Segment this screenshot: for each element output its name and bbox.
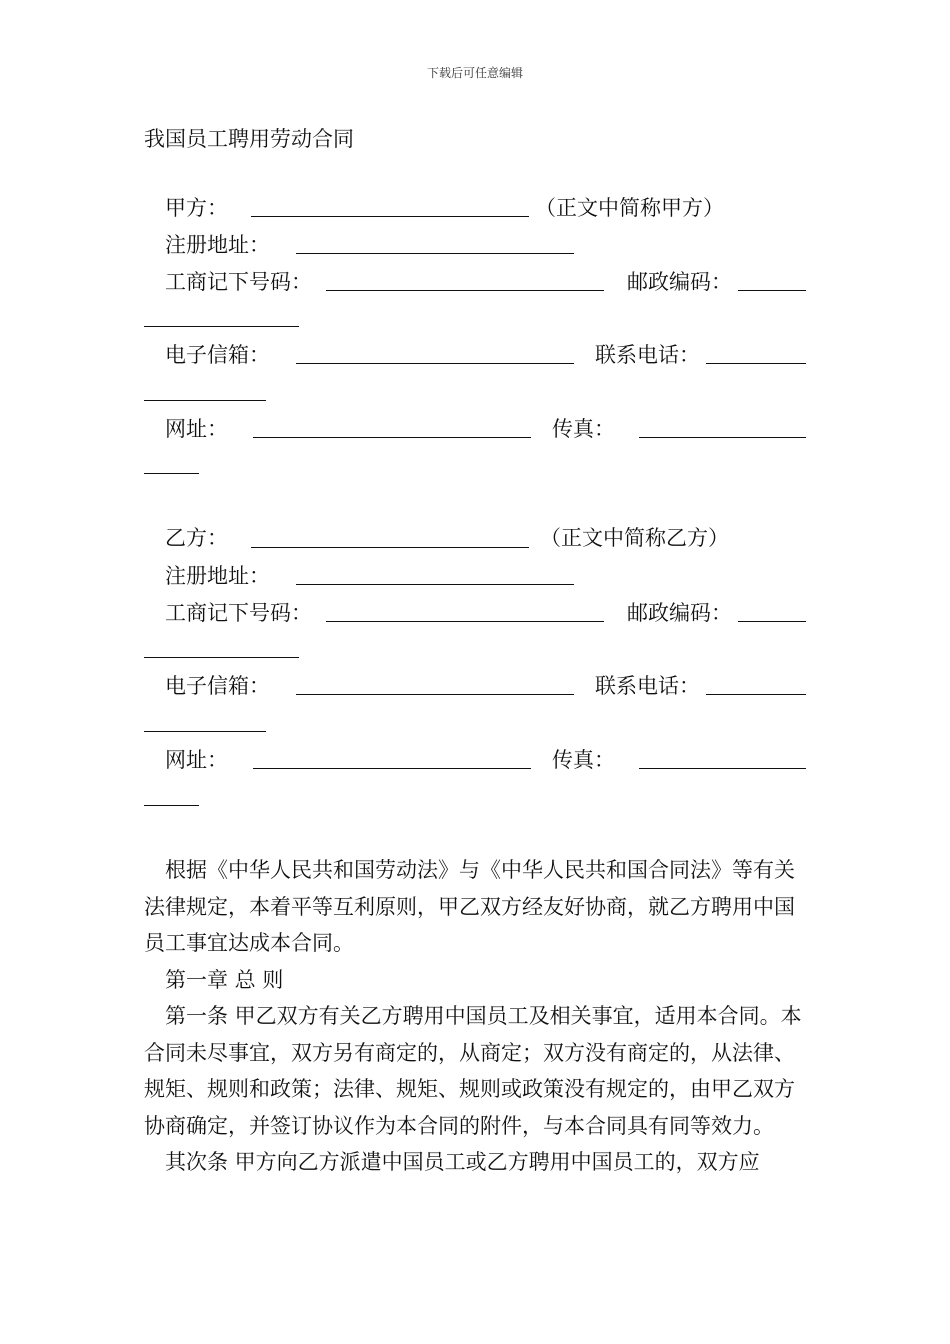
party-b-email-label: 电子信箱：	[165, 674, 270, 698]
party-b-phone-field[interactable]	[706, 694, 806, 695]
party-a-postal-field-cont[interactable]	[144, 326, 299, 327]
party-a-fax-field[interactable]	[639, 437, 806, 438]
party-a-reg-field[interactable]	[326, 290, 604, 291]
party-a-postal-label: 邮政编码：	[627, 270, 732, 294]
party-b-name-field[interactable]	[251, 547, 529, 548]
party-a-web-field[interactable]	[253, 437, 531, 438]
preamble-paragraph: 根据《中华人民共和国劳动法》与《中华人民共和国合同法》等有关法律规定，本着平等互利原则，甲乙双方经友好协商，就乙方聘用中国员工事宜达成本合同。	[144, 858, 795, 955]
chapter-heading: 第一章 总 则	[165, 967, 284, 992]
party-a-email-field[interactable]	[296, 363, 574, 364]
party-a-email-label: 电子信箱：	[165, 343, 270, 367]
party-b-phone-field-cont[interactable]	[144, 731, 266, 732]
party-b-web-field[interactable]	[253, 768, 531, 769]
contract-body	[144, 852, 814, 1181]
party-b-web-label: 网址：	[165, 748, 228, 772]
page-header: 下载后可任意编辑	[426, 66, 523, 80]
party-b-fax-field-cont[interactable]	[144, 805, 199, 806]
party-b-fax-label: 传真：	[552, 748, 615, 772]
party-a-phone-field[interactable]	[706, 363, 806, 364]
party-b-fax-field[interactable]	[639, 768, 806, 769]
party-a-phone-field-cont[interactable]	[144, 400, 266, 401]
party-a-fax-label: 传真：	[552, 417, 615, 441]
party-b-postal-label: 邮政编码：	[627, 601, 732, 625]
article-2-paragraph: 其次条 甲方向乙方派遣中国员工或乙方聘用中国员工的，双方应	[165, 1150, 760, 1174]
party-b-reg-field[interactable]	[326, 621, 604, 622]
article-1-paragraph: 第一条 甲乙双方有关乙方聘用中国员工及相关事宜，适用本合同。本合同未尽事宜，双方另有商定的，从商定；双方没有商定的，从法律、规矩、规则和政策；法律、规矩、规则或政策没有规定的，由甲乙双方协商确定，并签订协议作为本合同的附件，与本合同具有同等效力。	[144, 1004, 802, 1138]
party-b-address-label: 注册地址：	[165, 564, 270, 588]
party-a-postal-field[interactable]	[738, 290, 806, 291]
party-a-reg-label: 工商记下号码：	[165, 270, 312, 294]
party-a-address-label: 注册地址：	[165, 233, 270, 257]
party-b-email-field[interactable]	[296, 694, 574, 695]
party-b-note: （正文中简称乙方）	[540, 526, 729, 550]
party-a-web-label: 网址：	[165, 417, 228, 441]
document-title: 我国员工聘用劳动合同	[144, 127, 354, 151]
party-a-fax-field-cont[interactable]	[144, 473, 199, 474]
party-a-name-field[interactable]	[251, 216, 529, 217]
party-b-postal-field[interactable]	[738, 621, 806, 622]
party-b-phone-label: 联系电话：	[595, 674, 700, 698]
party-b-reg-label: 工商记下号码：	[165, 601, 312, 625]
party-b-label: 乙方：	[165, 526, 228, 550]
party-a-address-field[interactable]	[296, 253, 574, 254]
party-a-label: 甲方：	[165, 196, 228, 220]
party-a-note: （正文中简称甲方）	[535, 196, 724, 220]
party-b-postal-field-cont[interactable]	[144, 657, 299, 658]
party-a-phone-label: 联系电话：	[595, 343, 700, 367]
party-b-address-field[interactable]	[296, 584, 574, 585]
